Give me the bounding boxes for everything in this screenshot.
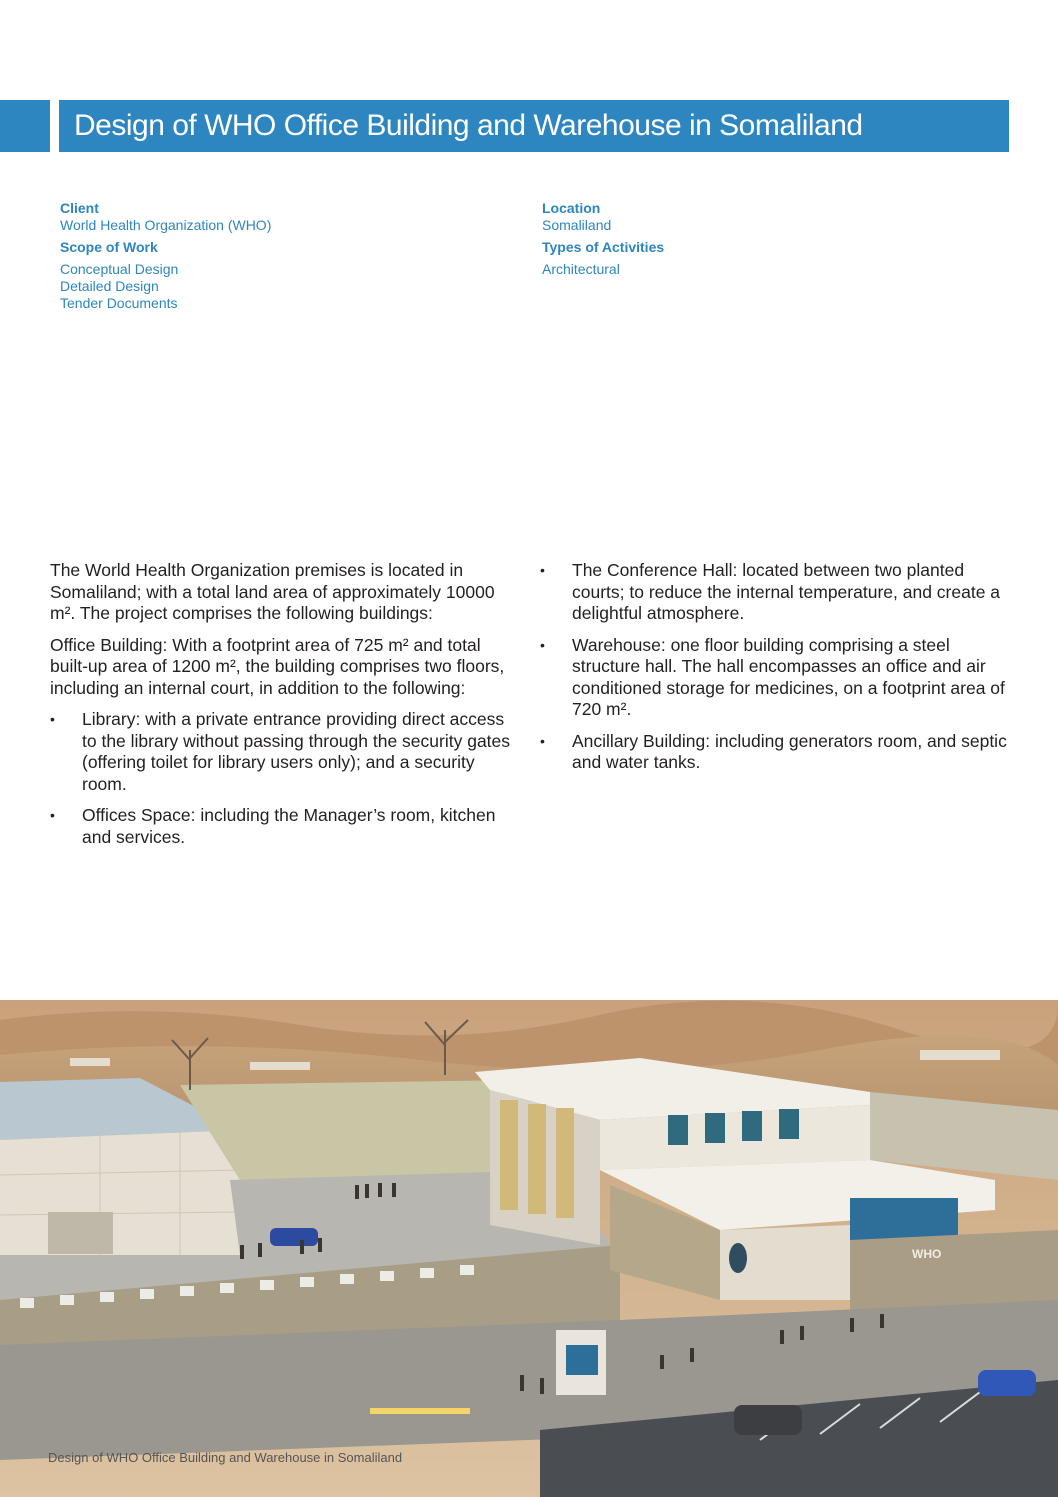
client-label: Client bbox=[60, 200, 99, 216]
location-value: Somaliland bbox=[542, 217, 612, 233]
list-item-text: Library: with a private entrance providing direct access to the library without passing through the security gates (offering toilet for library users only); and a security room. bbox=[82, 709, 511, 794]
office-paragraph: Office Building: With a footprint area of 725 m² and total built-up area of 1200 m², the building comprises two floors, including an internal court, in addition to the following: bbox=[50, 634, 505, 698]
left-bullet-list bbox=[50, 709, 520, 848]
meta-right-column bbox=[542, 200, 982, 278]
activities-label: Types of Activities bbox=[542, 239, 665, 255]
scope-item: Conceptual Design bbox=[60, 261, 179, 277]
bullet-marker: • bbox=[50, 807, 55, 823]
bullet-marker: • bbox=[50, 711, 55, 727]
header-accent-block bbox=[0, 100, 50, 152]
right-bullet-list bbox=[540, 560, 1015, 774]
scope-item: Detailed Design bbox=[60, 278, 159, 294]
image-caption: Design of WHO Office Building and Warehouse in Somaliland bbox=[48, 1450, 403, 1465]
sign-text: WHO bbox=[912, 1247, 942, 1261]
intro-paragraph: The World Health Organization premises is located in Somaliland; with a total land area of approximately 10000 m². The project comprises the following buildings: bbox=[50, 560, 495, 623]
bullet-marker: • bbox=[540, 562, 545, 578]
body-right-column bbox=[540, 560, 1015, 784]
list-item bbox=[540, 560, 1015, 625]
list-item bbox=[540, 635, 1015, 721]
list-item-text: Offices Space: including the Manager’s room, kitchen and services. bbox=[82, 805, 496, 847]
list-item-text: The Conference Hall: located between two planted courts; to reduce the internal temperature, and create a delightful atmosphere. bbox=[572, 560, 1001, 623]
bullet-marker: • bbox=[540, 636, 545, 653]
list-item bbox=[50, 805, 520, 848]
meta-left-column bbox=[60, 200, 500, 312]
list-item bbox=[540, 731, 1015, 774]
title-bar bbox=[59, 100, 1009, 152]
scope-item: Tender Documents bbox=[60, 295, 178, 311]
activities-value: Architectural bbox=[542, 261, 620, 277]
body-left-column bbox=[50, 560, 520, 858]
list-item-text: Ancillary Building: including generators room, and septic and water tanks. bbox=[572, 730, 1007, 772]
project-rendering bbox=[0, 1000, 1058, 1497]
page-title: Design of WHO Office Building and Warehouse in Somaliland bbox=[74, 109, 863, 142]
location-label: Location bbox=[542, 200, 601, 216]
scope-label: Scope of Work bbox=[60, 239, 158, 255]
list-item-text: Warehouse: one floor building comprising a steel structure hall. The hall encompasses an office and air conditioned storage for medicines, on a footprint area of 720 m². bbox=[572, 634, 1005, 719]
client-value: World Health Organization (WHO) bbox=[60, 217, 272, 233]
list-item bbox=[50, 709, 520, 795]
bullet-marker: • bbox=[540, 732, 545, 749]
